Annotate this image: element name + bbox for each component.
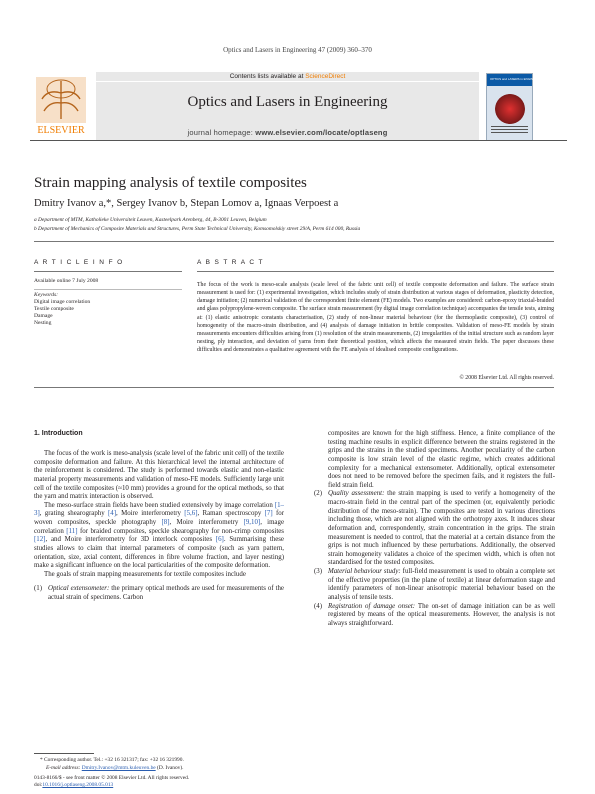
journal-reference: Optics and Lasers in Engineering 47 (2009) 360–370: [223, 46, 372, 54]
citation-link[interactable]: [9,10]: [243, 519, 261, 526]
keyword-2: Textile composite: [34, 306, 74, 312]
contents-line: Contents lists available at ScienceDirect: [229, 73, 346, 80]
elsevier-logo-text: ELSEVIER: [37, 125, 85, 136]
article-authors: Dmitry Ivanov a,*, Sergey Ivanov b, Stepan Lomov a, Ignaas Verpoest a: [34, 198, 339, 209]
section-heading-introduction: 1. Introduction: [34, 430, 83, 437]
affiliation-rule: [34, 241, 554, 242]
doi-link[interactable]: 10.1016/j.optlaseng.2008.05.013: [42, 782, 114, 788]
list-item-1: (1) Optical extensometer: the primary optical methods are used for measurements of the actual strain of specimens. Carbon: [34, 585, 284, 601]
journal-title: Optics and Lasers in Engineering: [187, 94, 388, 110]
article-info-rule-2: [34, 289, 182, 290]
homepage-link[interactable]: www.elsevier.com/locate/optlaseng: [255, 128, 388, 137]
abstract-copyright: © 2008 Elsevier Ltd. All rights reserved.: [459, 375, 554, 381]
abstract-rule: [197, 271, 554, 272]
cover-image: [495, 94, 525, 124]
available-online: Available online 7 July 2008: [34, 278, 99, 284]
keyword-3: Damage: [34, 313, 53, 319]
article-title: Strain mapping analysis of textile composites: [34, 175, 307, 191]
cover-title: OPTICS and LASERS in ENGINEERING: [490, 77, 545, 81]
article-info-heading: A R T I C L E I N F O: [34, 259, 124, 266]
citation-link[interactable]: [12]: [34, 536, 46, 544]
keyword-1: Digital image correlation: [34, 299, 91, 305]
abstract-bottom-rule: [34, 387, 554, 388]
email-note: E-mail address: Dmitry.Ivanov@mtm.kuleuven.be (D. Ivanov).: [46, 765, 184, 771]
intro-paragraph-2: The meso-surface strain fields have been studied extensively by image correlation [1–3], grating shearography [4], Moire interferometry [5,6], Raman spectroscopy [7] for woven composites, speckle photography [8], Moire interferometry [9,10], image correlation [11] for braided composites, speckle shearography for non-crimp composites [12], and Moire interferometry for 3D interlock composites [6]. Summarising these studies allows to claim that internal parameters of composite (such as yarn pattern, orientation, size, axial content, differences in fibre volume fraction, and layer nesting) make a significant influence on the local particularities of the composite deformation.: [34, 501, 284, 570]
sciencedirect-link[interactable]: ScienceDirect: [305, 73, 346, 80]
citation-link[interactable]: [4]: [108, 510, 117, 518]
abstract-heading: A B S T R A C T: [197, 259, 264, 266]
citation-link[interactable]: [11]: [66, 527, 78, 535]
keywords-label: Keywords:: [34, 292, 59, 298]
doi-line: doi:10.1016/j.optlaseng.2008.05.013: [34, 782, 114, 788]
email-link[interactable]: Dmitry.Ivanov@mtm.kuleuven.be: [81, 765, 156, 771]
intro-paragraph-1: The focus of the work is meso-analysis (scale level of the fabric unit cell) of the textile composite deformation and failure. At this hierarchical level the internal architecture of the reinforcement is considered. The study is performed towards elastic and non-elastic material property measurements and validation of meso-FE models. Sufficiently large unit cell of the textile composites (≈10 mm) provides a ground for the optical methods, so that the yarn and matrix interaction is observed.: [34, 450, 284, 501]
left-column: [34, 450, 284, 603]
elsevier-logo: [30, 73, 92, 139]
list-item-1-continued: composites are known for the high stiffness. Hence, a finite compliance of the testing machine results in explicit difference between the strains registered in the grips and the strains in the studied specimens. Another peculiarity of the carbon composite is low strain level of the elastic regime, which creates additional complexity for a mechanical extensometer. Additionally, optical extensometer does not need to be removed before the specimen fails, and it registers the full-field strain field.: [328, 430, 555, 489]
citation-link[interactable]: [5,6]: [184, 510, 198, 518]
affiliation-a: a Department of MTM, Katholieke Universiteit Leuven, Kasteelpark Arenberg, 44, B-3001 Leuven, Belgium: [34, 217, 267, 223]
keyword-4: Nesting: [34, 320, 52, 326]
list-item-4: (4) Registration of damage onset: The on-set of damage initiation can be as well registered by means of the optical measurements. However, the analysis is not always straightforward.: [314, 602, 555, 627]
journal-homepage: journal homepage: www.elsevier.com/locate/optlaseng: [187, 128, 388, 137]
right-column: [314, 430, 555, 628]
issn-line: 0143-8166/$ - see front matter © 2008 Elsevier Ltd. All rights reserved.: [34, 775, 190, 781]
cover-band: [487, 74, 545, 86]
corresponding-author-note: * Corresponding author. Tel.: +32 16 321317; fax: +32 16 321990.: [40, 757, 184, 763]
citation-link[interactable]: [6]: [215, 536, 224, 544]
article-info-rule: [34, 271, 182, 272]
abstract-text: The focus of the work is meso-scale analysis (scale level of the fabric unit cell) of textile composite deformation and failure. The surface strain measurement is used for: (1) experimental investigation, which includes study of strain distribution at various stages of deformation, plasticity detection, damage initiation; (2) numerical validation of the correspondent finite element (FE) models. Two examples are considered: carbon-epoxy triaxial-braided and glass polypropylene-woven composite. The surface strain measurement (by digital image correlation technique) accompanies the tensile tests, aiming at: (1) elastic anisotropic constants characterisation, (2) study of non-linear material behaviour (for the thermoplastic composite), (3) control of homogeneity of the macro-strain distribution, and (4) analysis of damage initiation in brittle composites. Validation of meso-FE models by strain measurements encounters difficulties arising from (1) resolution of the strain measurements, (2) irregularities of the initial structure such as random layer nesting, ply interaction, and deviation of yarns from their theoretical position, which affects the measured strain fields. The paper discusses these difficulties and demonstrates a qualitative agreement with the FE analysis of idealised composite configurations.: [197, 282, 554, 354]
footnote-rule: [34, 753, 94, 754]
header-bottom-rule: [30, 140, 567, 141]
citation-link[interactable]: [8]: [161, 519, 170, 526]
affiliation-b: b Department of Mechanics of Composite Materials and Structures, Perm State Technical University, Komsomolskiy street 29/A, Perm 614 000, Russia: [34, 226, 361, 232]
citation-link[interactable]: [7]: [264, 510, 273, 518]
journal-cover: [486, 73, 545, 141]
list-item-2: (2) Quality assessment: the strain mapping is used to verify a homogeneity of the macro-strain field in the central part of the specimen (or, equivalently periodic distribution of the meso-strain). The composites are tested in various directions including those, which are not aligned with the orthotropy axes. It induces shear deformation and, correspondently, strain concentration in the grips. The strain measurement is needed to control, that the material at a certain distance from the grips is not much influenced by these perturbations. Additionally, the observed strain homogeneity validates a choice of the specimen width, which is often not standardised for the tested composites.: [314, 490, 555, 567]
cover-text-lines: [491, 126, 528, 134]
list-item-3: (3) Material behaviour study: full-field measurement is used to obtain a complete set of the effective properties (in the plane of textile) at linear deformation stage and identify parameters of non-linear anisotropic material behaviour based on the analysis of tensile tests.: [314, 568, 555, 601]
intro-paragraph-3: The goals of strain mapping measurements for textile composites include: [44, 570, 246, 578]
citation-link[interactable]: [1–3]: [34, 501, 284, 518]
header-divider: [96, 81, 479, 82]
